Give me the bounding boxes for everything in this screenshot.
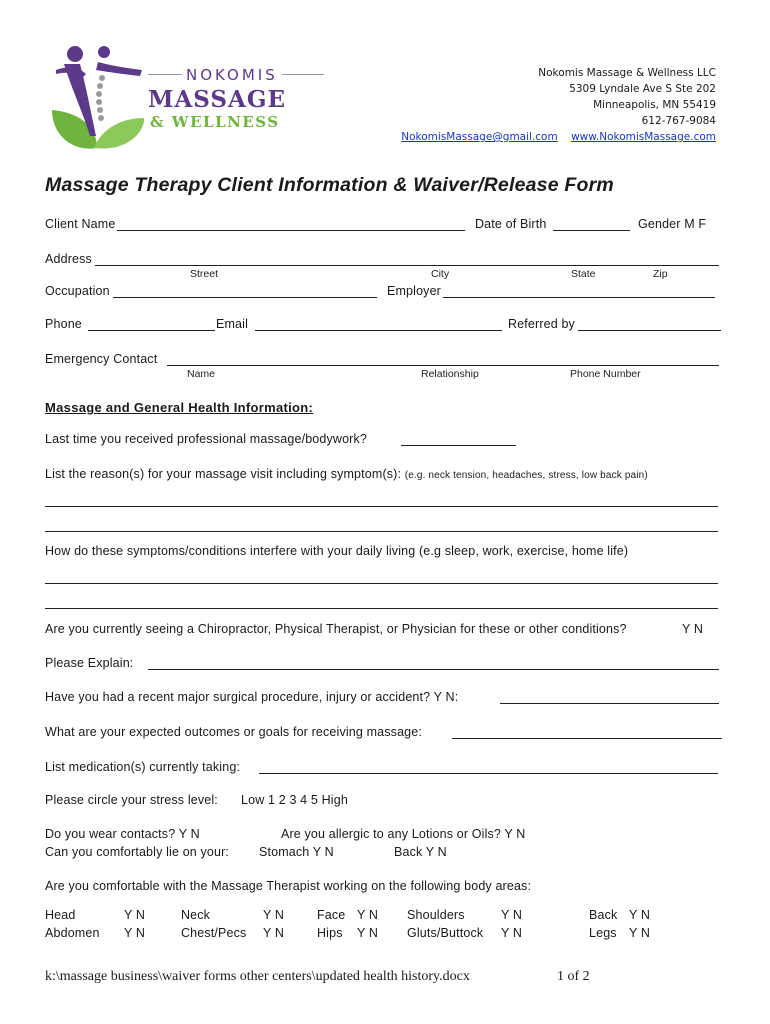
area-neck: Neck	[181, 908, 211, 922]
dob-label: Date of Birth	[475, 217, 547, 231]
dob-field[interactable]	[553, 230, 630, 231]
outcomes-question: What are your expected outcomes or goals for receiving massage:	[45, 725, 422, 739]
address-zip-sub: Zip	[653, 268, 668, 280]
phone-label: Phone	[45, 317, 82, 331]
emergency-name-sub: Name	[187, 368, 216, 380]
address-field[interactable]	[95, 265, 719, 266]
company-city: Minneapolis, MN 55419	[593, 99, 716, 111]
logo-line1: NOKOMIS	[182, 66, 282, 84]
area-abdomen: Abdomen	[45, 926, 100, 940]
occupation-label: Occupation	[45, 284, 110, 298]
emergency-label: Emergency Contact	[45, 352, 158, 366]
area-hips: Hips	[317, 926, 343, 940]
website-link[interactable]: www.NokomisMassage.com	[571, 131, 716, 143]
outcomes-field[interactable]	[452, 738, 722, 739]
company-street: 5309 Lyndale Ave S Ste 202	[569, 83, 716, 95]
area-back-yn[interactable]: Y N	[629, 908, 651, 922]
lie-question: Can you comfortably lie on your:	[45, 845, 230, 859]
employer-label: Employer	[387, 284, 441, 298]
area-shoulders-yn[interactable]: Y N	[501, 908, 523, 922]
surgery-question: Have you had a recent major surgical procedure, injury or accident? Y N:	[45, 690, 459, 704]
footer-path: k:\massage business\waiver forms other centers\updated health history.docx	[45, 969, 470, 984]
area-neck-yn[interactable]: Y N	[263, 908, 285, 922]
body-areas-question: Are you comfortable with the Massage Therapist working on the following body areas:	[45, 879, 532, 893]
area-head: Head	[45, 908, 76, 922]
interfere-question: How do these symptoms/conditions interfere with your daily living (e.g sleep, work, exercise, home life)	[45, 544, 629, 558]
logo-figure-icon	[42, 40, 152, 155]
client-name-label: Client Name	[45, 217, 116, 231]
logo	[42, 40, 327, 155]
area-chest: Chest/Pecs	[181, 926, 247, 940]
reasons-line-1[interactable]	[45, 506, 718, 507]
employer-field[interactable]	[443, 297, 715, 298]
reasons-example: (e.g. neck tension, headaches, stress, low back pain)	[404, 470, 648, 481]
seeing-yn[interactable]: Y N	[682, 622, 704, 636]
emergency-field[interactable]	[167, 365, 719, 366]
medications-field[interactable]	[259, 773, 718, 774]
stress-scale[interactable]: Low 1 2 3 4 5 High	[241, 793, 348, 807]
area-back: Back	[589, 908, 618, 922]
gender-label[interactable]: Gender M F	[638, 217, 707, 231]
form-title: Massage Therapy Client Information & Waiver/Release Form	[45, 174, 614, 196]
reasons-question-text: List the reason(s) for your massage visit including symptom(s):	[45, 467, 402, 481]
address-state-sub: State	[571, 268, 596, 280]
phone-field[interactable]	[88, 330, 215, 331]
area-shoulders: Shoulders	[407, 908, 465, 922]
area-face-yn[interactable]: Y N	[357, 908, 379, 922]
address-city-sub: City	[431, 268, 450, 280]
emergency-relationship-sub: Relationship	[421, 368, 479, 380]
health-section-heading: Massage and General Health Information:	[45, 400, 314, 415]
company-phone: 612-767-9084	[641, 115, 716, 127]
company-name: Nokomis Massage & Wellness LLC	[538, 67, 716, 79]
contacts-question[interactable]: Do you wear contacts? Y N	[45, 827, 200, 841]
medications-question: List medication(s) currently taking:	[45, 760, 241, 774]
last-massage-question: Last time you received professional massage/bodywork?	[45, 432, 367, 446]
last-massage-field[interactable]	[401, 445, 516, 446]
area-face: Face	[317, 908, 346, 922]
emergency-phone-sub: Phone Number	[570, 368, 641, 380]
logo-line2: MASSAGE	[148, 86, 287, 113]
explain-field[interactable]	[148, 669, 719, 670]
interfere-line-1[interactable]	[45, 583, 718, 584]
area-hips-yn[interactable]: Y N	[357, 926, 379, 940]
area-legs-yn[interactable]: Y N	[629, 926, 651, 940]
referred-label: Referred by	[508, 317, 575, 331]
email-link[interactable]: NokomisMassage@gmail.com	[401, 131, 558, 143]
email-field[interactable]	[255, 330, 502, 331]
reasons-question	[45, 467, 648, 481]
reasons-line-2[interactable]	[45, 531, 718, 532]
occupation-field[interactable]	[113, 297, 377, 298]
area-gluts-yn[interactable]: Y N	[501, 926, 523, 940]
area-head-yn[interactable]: Y N	[124, 908, 146, 922]
allergic-question[interactable]: Are you allergic to any Lotions or Oils? Y N	[281, 827, 526, 841]
seeing-question: Are you currently seeing a Chiropractor, Physical Therapist, or Physician for these or other conditions?	[45, 622, 627, 636]
interfere-line-2[interactable]	[45, 608, 718, 609]
contact-block	[401, 65, 716, 145]
area-chest-yn[interactable]: Y N	[263, 926, 285, 940]
area-gluts: Gluts/Buttock	[407, 926, 484, 940]
stress-question: Please circle your stress level:	[45, 793, 218, 807]
email-label: Email	[216, 317, 249, 331]
address-label: Address	[45, 252, 92, 266]
footer-page: 1 of 2	[557, 969, 590, 984]
explain-label: Please Explain:	[45, 656, 134, 670]
lie-stomach[interactable]: Stomach Y N	[259, 845, 334, 859]
area-legs: Legs	[589, 926, 617, 940]
lie-back[interactable]: Back Y N	[394, 845, 447, 859]
logo-line3: & WELLNESS	[150, 113, 280, 131]
surgery-field[interactable]	[500, 703, 719, 704]
area-abdomen-yn[interactable]: Y N	[124, 926, 146, 940]
client-name-field[interactable]	[117, 230, 465, 231]
referred-field[interactable]	[578, 330, 721, 331]
address-street-sub: Street	[190, 268, 219, 280]
